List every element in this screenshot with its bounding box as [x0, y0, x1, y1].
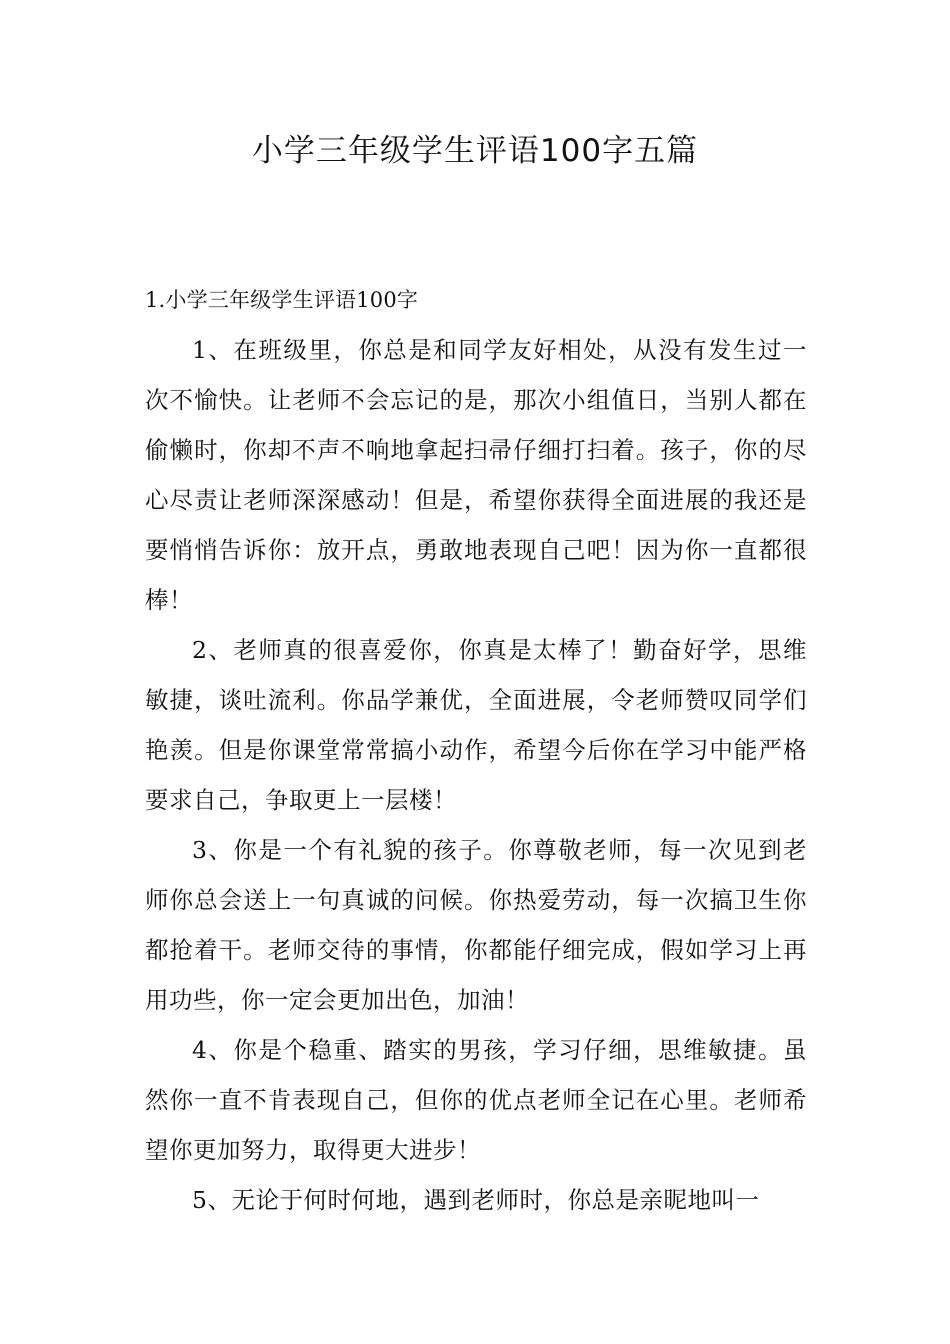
- section-heading: 1.小学三年级学生评语100字: [145, 288, 419, 312]
- paragraph-4: 4、你是个稳重、踏实的男孩，学习仔细，思维敏捷。虽然你一直不肯表现自己，但你的优点老师全记在心里。老师希望你更加努力，取得更大进步！: [145, 1036, 807, 1164]
- document-title: 小学三年级学生评语100字五篇: [251, 133, 699, 169]
- document-body: [145, 275, 807, 1225]
- paragraph-5: 5、无论于何时何地，遇到老师时，你总是亲昵地叫一: [192, 1186, 760, 1214]
- paragraph-2: 2、老师真的很喜爱你，你真是太棒了！勤奋好学，思维敏捷，谈吐流利。你品学兼优，全面进展，令老师赞叹同学们艳羡。但是你课堂常常搞小动作，希望今后你在学习中能严格要求自己，争取更上一层楼！: [145, 636, 807, 814]
- paragraph-1: 1、在班级里，你总是和同学友好相处，从没有发生过一次不愉快。让老师不会忘记的是，那次小组值日，当别人都在偷懒时，你却不声不响地拿起扫帚仔细打扫着。孩子，你的尽心尽责让老师深深感动！但是，希望你获得全面进展的我还是要悄悄告诉你：放开点，勇敢地表现自己吧！因为你一直都很棒！: [145, 336, 807, 614]
- paragraph-3: 3、你是一个有礼貌的孩子。你尊敬老师，每一次见到老师你总会送上一句真诚的问候。你热爱劳动，每一次搞卫生你都抢着干。老师交待的事情，你都能仔细完成，假如学习上再用功些，你一定会更加出色，加油！: [145, 836, 807, 1014]
